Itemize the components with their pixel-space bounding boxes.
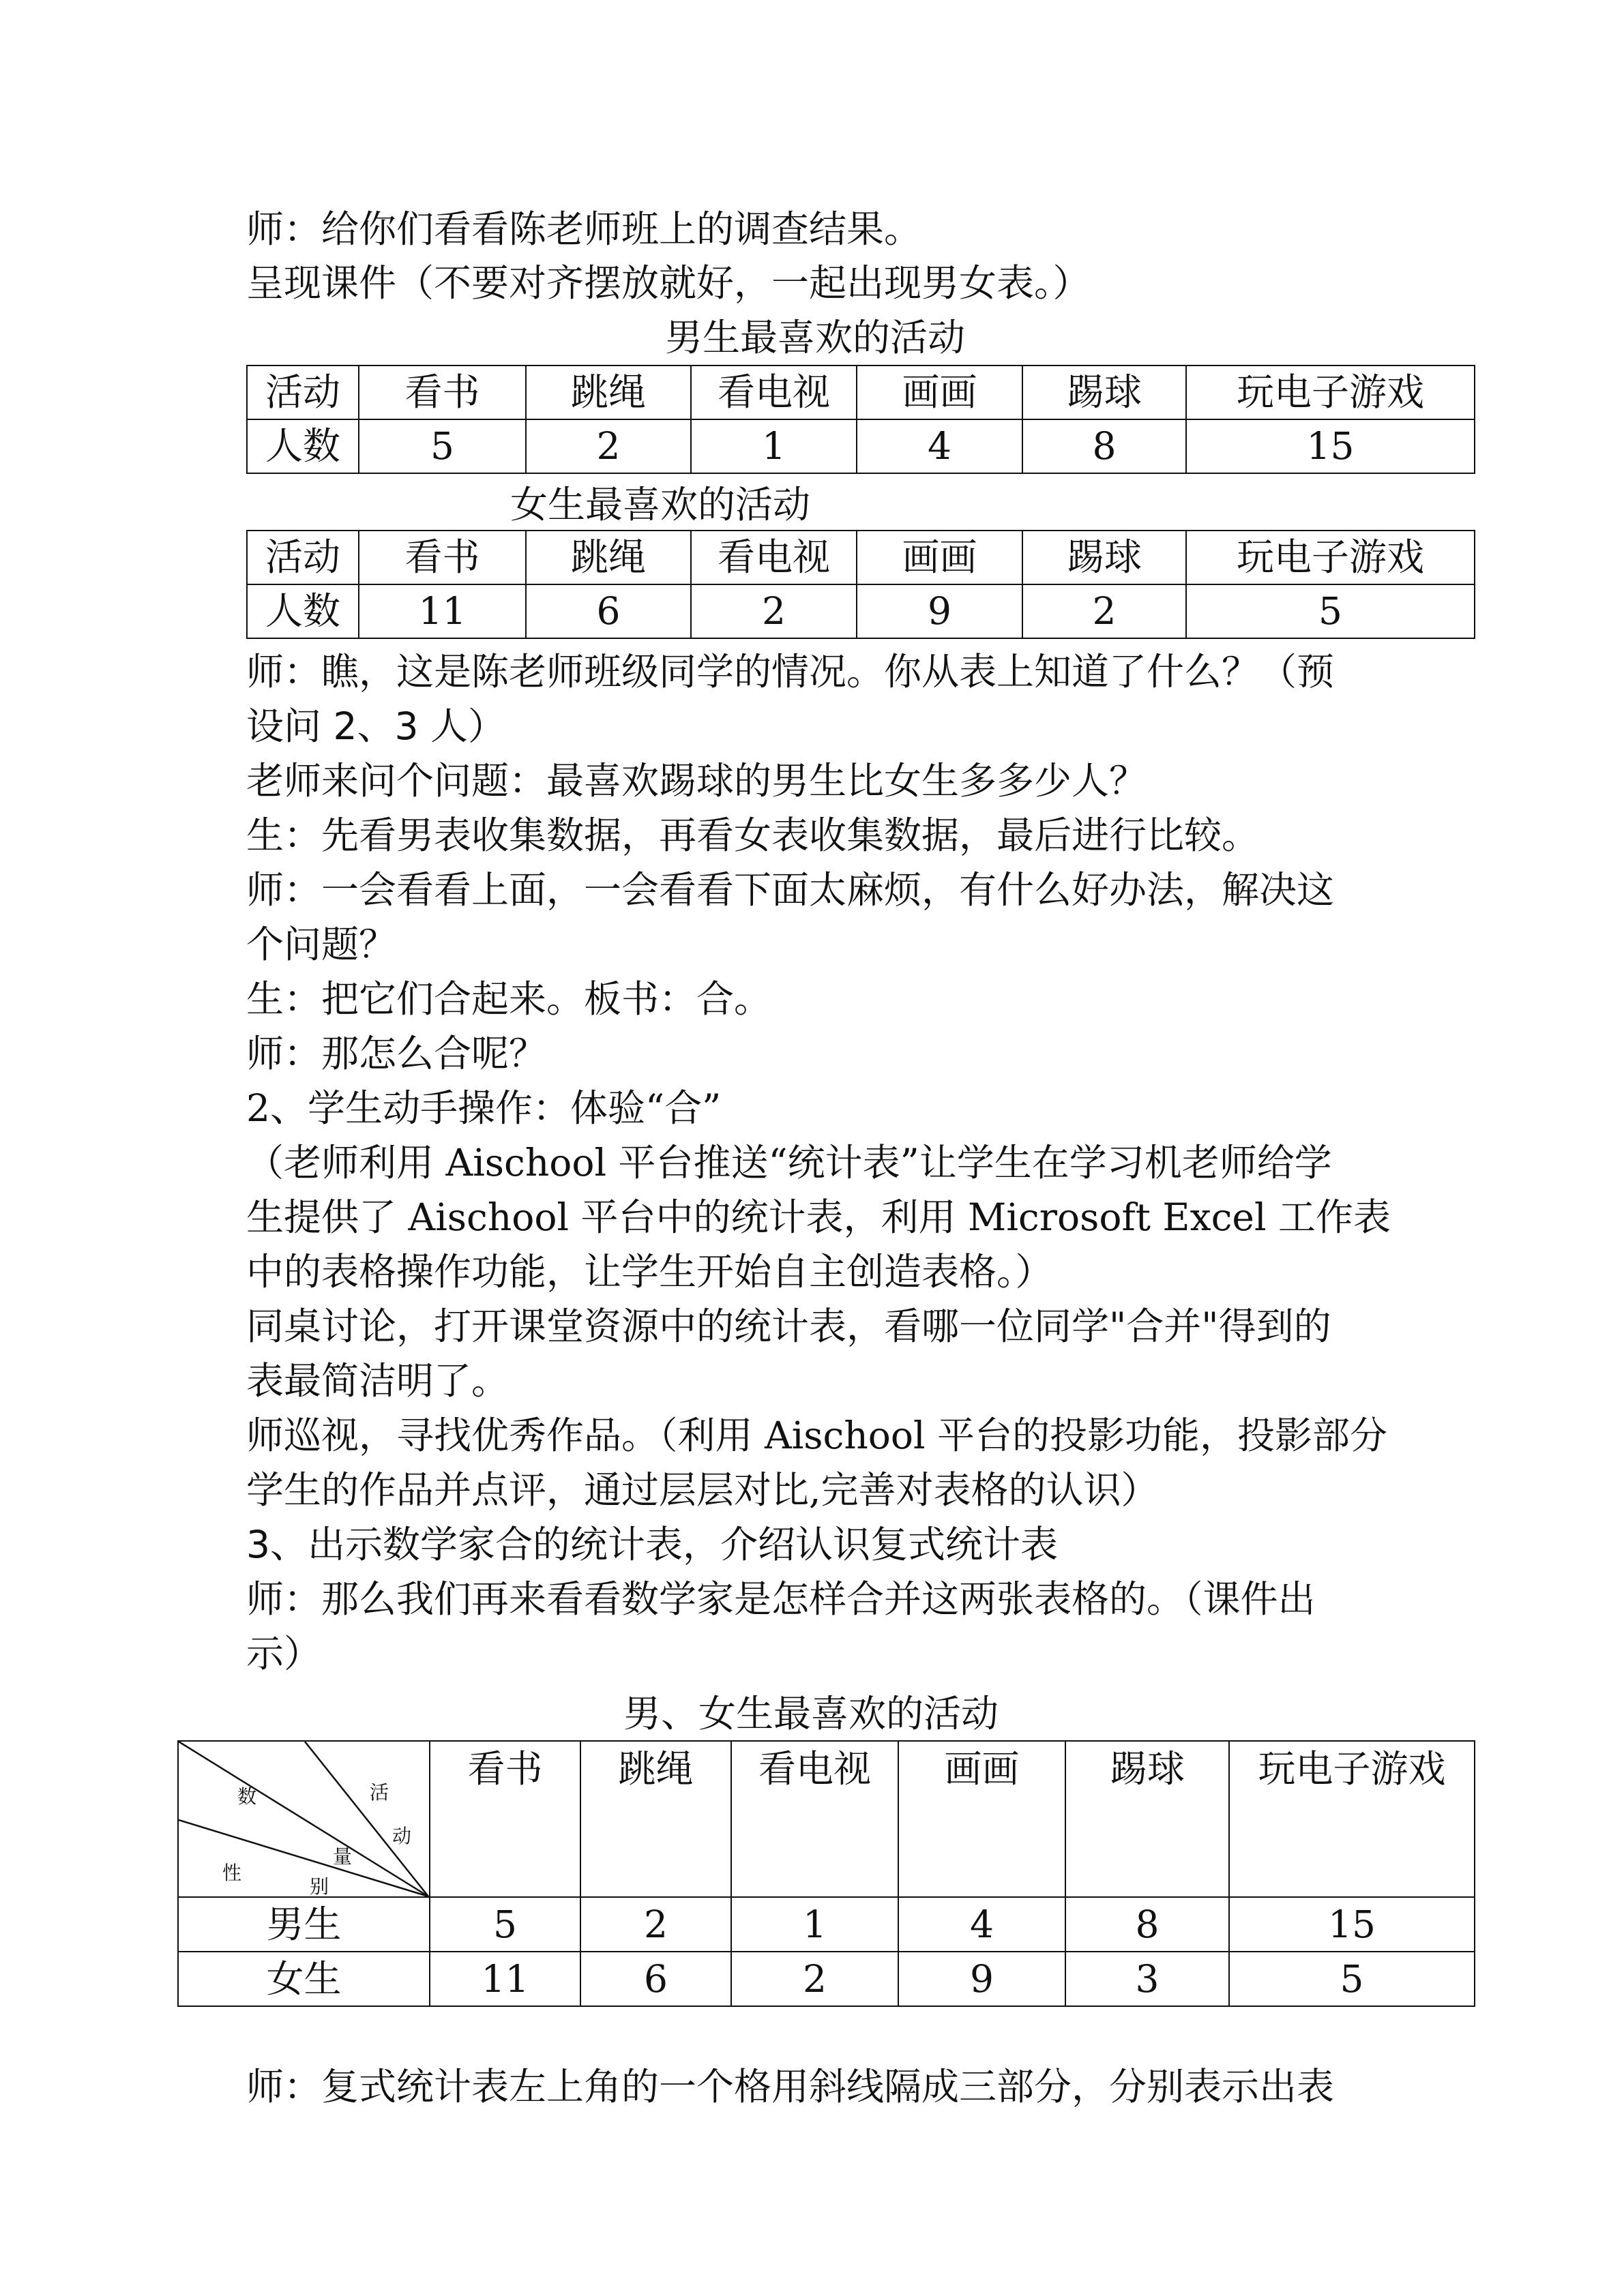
table-cell: 看电视: [731, 1741, 898, 1897]
table-cell: 5: [359, 419, 526, 473]
corner-label: 别: [310, 1875, 329, 1898]
table-row: [247, 366, 1475, 419]
table-cell: 5: [430, 1897, 580, 1952]
table-cell: 9: [857, 584, 1022, 638]
table-cell: 15: [1186, 419, 1475, 473]
boys-activity-table: [246, 365, 1475, 474]
table-cell: 1: [731, 1897, 898, 1952]
table-cell: 5: [1186, 584, 1475, 638]
table-cell: 5: [1229, 1952, 1475, 2006]
paragraph: 师：那么我们再来看看数学家是怎样合并这两张表格的。（课件出: [246, 1577, 1316, 1621]
table-cell: 看书: [359, 531, 526, 584]
paragraph: （老师利用 Aischool 平台推送“统计表”让学生在学习机老师给学: [246, 1141, 1332, 1184]
table-cell: 踢球: [1065, 1741, 1229, 1897]
paragraph: 老师来问个问题：最喜欢踢球的男生比女生多多少人？: [246, 759, 1147, 803]
paragraph: 师：给你们看看陈老师班上的调查结果。: [246, 207, 922, 251]
paragraph: 同桌讨论，打开课堂资源中的统计表，看哪一位同学"合并"得到的: [246, 1304, 1331, 1348]
table-cell: 看电视: [691, 366, 857, 419]
paragraph: 师：那怎么合呢？: [246, 1032, 547, 1075]
table-cell: 人数: [247, 419, 359, 473]
table-cell: 15: [1229, 1897, 1475, 1952]
table-cell: 活动: [247, 531, 359, 584]
table-title-combined: 男、女生最喜欢的活动: [623, 1692, 999, 1735]
table-cell: 踢球: [1022, 366, 1186, 419]
table-cell: 9: [898, 1952, 1065, 2006]
table-row: [178, 1897, 1475, 1952]
table-cell: 看电视: [691, 531, 857, 584]
paragraph: 师巡视，寻找优秀作品。（利用 Aischool 平台的投影功能，投影部分: [246, 1414, 1388, 1457]
table-cell: 玩电子游戏: [1229, 1741, 1475, 1897]
table-cell: 女生: [178, 1952, 430, 2006]
paragraph: 学生的作品并点评，通过层层对比,完善对表格的认识）: [246, 1468, 1159, 1512]
paragraph: 生：把它们合起来。板书：合。: [246, 977, 772, 1021]
table-cell: 11: [359, 584, 526, 638]
corner-label: 性: [222, 1862, 242, 1884]
paragraph: 生提供了 Aischool 平台中的统计表，利用 Microsoft Excel 工作表: [246, 1195, 1391, 1239]
table-cell: 跳绳: [580, 1741, 731, 1897]
table-row: [178, 1741, 1475, 1897]
table-cell: 6: [580, 1952, 731, 2006]
paragraph: 个问题？: [246, 923, 397, 966]
paragraph: 师：复式统计表左上角的一个格用斜线隔成三部分，分别表示出表: [246, 2065, 1335, 2108]
corner-label: 动: [392, 1825, 412, 1847]
paragraph: 生：先看男表收集数据，再看女表收集数据，最后进行比较。: [246, 814, 1260, 857]
table-cell: 1: [691, 419, 857, 473]
table-cell: 4: [857, 419, 1022, 473]
diagonal-lines: [179, 1742, 430, 1900]
table-cell: 玩电子游戏: [1186, 531, 1475, 584]
table-cell: 踢球: [1022, 531, 1186, 584]
table-cell: 人数: [247, 584, 359, 638]
paragraph: 师：瞧，这是陈老师班级同学的情况。你从表上知道了什么？（预: [246, 650, 1335, 694]
table-cell: 8: [1065, 1897, 1229, 1952]
paragraph: 示）: [246, 1632, 322, 1675]
table-cell: 2: [691, 584, 857, 638]
table-cell: 3: [1065, 1952, 1229, 2006]
paragraph: 中的表格操作功能，让学生开始自主创造表格。）: [246, 1250, 1053, 1294]
paragraph: 设问 2、3 人）: [246, 704, 505, 748]
table-cell: 跳绳: [526, 531, 691, 584]
table-cell: 玩电子游戏: [1186, 366, 1475, 419]
table-cell: 4: [898, 1897, 1065, 1952]
table-cell: 2: [731, 1952, 898, 2006]
table-cell: 2: [526, 419, 691, 473]
corner-label: 数: [237, 1785, 257, 1808]
table-cell: 2: [580, 1897, 731, 1952]
table-cell: 6: [526, 584, 691, 638]
table-row: [247, 584, 1475, 638]
paragraph: 师：一会看看上面，一会看看下面太麻烦，有什么好办法，解决这: [246, 868, 1335, 912]
table-cell: 男生: [178, 1897, 430, 1952]
table-title-boys: 男生最喜欢的活动: [665, 316, 966, 359]
table-cell: 画画: [857, 531, 1022, 584]
table-cell: 2: [1022, 584, 1186, 638]
table-cell: 画画: [857, 366, 1022, 419]
paragraph: 表最简洁明了。: [246, 1359, 510, 1403]
table-cell: 8: [1022, 419, 1186, 473]
table-cell: 活动: [247, 366, 359, 419]
paragraph: 2、学生动手操作：体验“合”: [246, 1086, 722, 1130]
table-cell: 画画: [898, 1741, 1065, 1897]
table-cell: 看书: [359, 366, 526, 419]
diagonal-header-cell: [178, 1741, 430, 1897]
table-row: [178, 1952, 1475, 2006]
corner-label: 量: [333, 1845, 353, 1868]
table-row: [247, 531, 1475, 584]
table-cell: 看书: [430, 1741, 580, 1897]
paragraph: 呈现课件（不要对齐摆放就好，一起出现男女表。）: [246, 261, 1091, 305]
table-title-girls: 女生最喜欢的活动: [510, 483, 811, 526]
table-cell: 跳绳: [526, 366, 691, 419]
girls-activity-table: [246, 530, 1475, 639]
corner-label: 活: [370, 1781, 389, 1804]
table-cell: 11: [430, 1952, 580, 2006]
paragraph: 3、出示数学家合的统计表，介绍认识复式统计表: [246, 1523, 1058, 1566]
combined-activity-table: [177, 1740, 1475, 2007]
table-row: [247, 419, 1475, 473]
